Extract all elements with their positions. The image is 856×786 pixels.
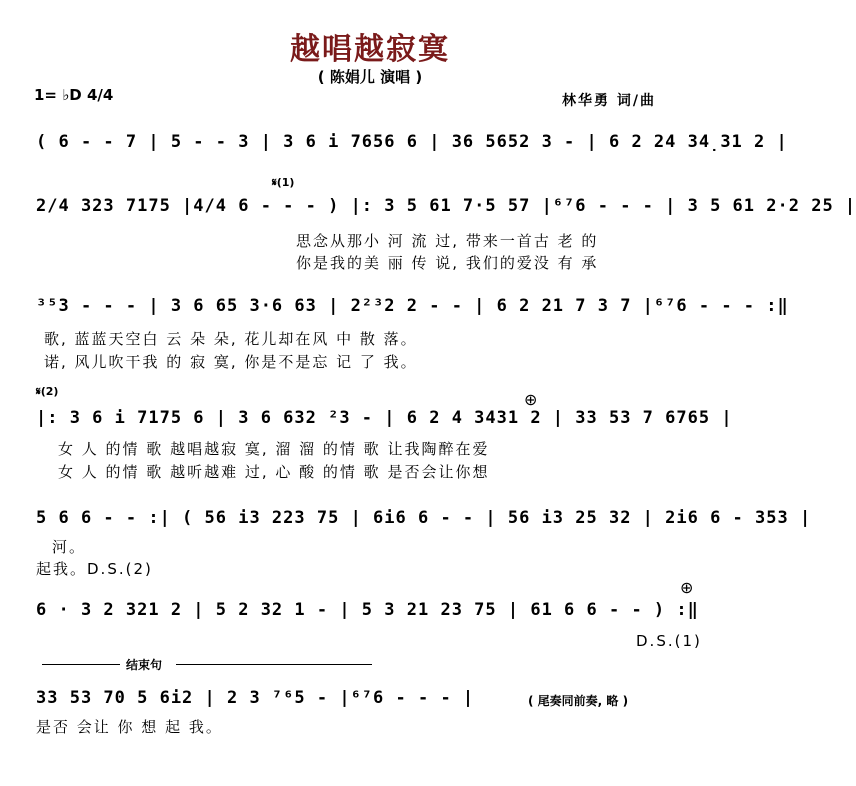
song-title: 越唱越寂寞	[290, 32, 450, 67]
music-row-2: 2/4 323 7175 |4/4 6 - - - ) |: 3 5 61 7·5 57 |⁶⁷6 - - - | 3 5 61 2·2 25 |	[36, 196, 856, 216]
ending-bracket-right	[176, 664, 372, 665]
lyrics-row-2-verse-1: 思念从那小 河 流 过, 带来一首古 老 的	[296, 232, 599, 250]
coda-mark-1: ⊕	[524, 390, 538, 409]
lyrics-row-2-verse-2: 你是我的美 丽 传 说, 我们的爱没 有 承	[296, 254, 599, 272]
singer-credit: ( 陈娟儿 演唱 )	[317, 68, 423, 86]
music-row-6: 6 · 3 2 321 2 | 5 2 32 1 - | 5 3 21 23 75 | 61 6 6 - - ) :‖	[36, 600, 699, 620]
ending-label: 结束句	[126, 658, 163, 672]
key-signature: 1= ♭D 4/4	[34, 86, 114, 104]
music-row-4: |: 3 6 i 7175 6 | 3 6 632 ²3 - | 6 2 4 3431 2 | 33 53 7 6765 |	[36, 408, 733, 428]
lyrics-row-3-verse-2: 诺, 风儿吹干我 的 寂 寞, 你是不是忘 记 了 我。	[44, 353, 418, 371]
lyrics-row-3-verse-1: 歌, 蓝蓝天空白 云 朵 朵, 花儿却在风 中 散 落。	[44, 330, 418, 348]
dal-segno-1: D.S.(1)	[636, 632, 702, 650]
music-row-3: ³⁵3 - - - | 3 6 65 3·6 63 | 2²³2 2 - - | 6 2 21 7 3 7 |⁶⁷6 - - - :‖	[36, 296, 789, 316]
ending-note: ( 尾奏同前奏, 略 )	[528, 694, 629, 708]
segno-marker-2: 𝄋(2)	[36, 385, 59, 398]
music-row-1: ( 6 - - 7 | 5 - - 3 | 3 6 i 7656 6 | 36 5652 3 - | 6 2 24 34̣31 2 |	[36, 132, 788, 152]
lyrics-row-7: 是否 会让 你 想 起 我。	[36, 718, 223, 736]
segno-marker-1: 𝄋(1)	[272, 176, 295, 189]
music-row-5: 5 6 6 - - :| ( 56 i3 223 75 | 6i6 6 - - | 56 i3 25 32 | 2i6 6 - 353 |	[36, 508, 812, 528]
lyrics-row-5-verse-2: 起我。D.S.(2)	[36, 560, 153, 578]
music-row-7: 33 53 70 5 6i2 | 2 3 ⁷⁶5 - |⁶⁷6 - - - |	[36, 688, 475, 708]
coda-mark-2: ⊕	[680, 578, 694, 597]
lyrics-row-4-verse-1: 女 人 的情 歌 越唱越寂 寞, 溜 溜 的情 歌 让我陶醉在爱	[58, 440, 490, 458]
lyrics-row-5-verse-1: 河。	[52, 538, 87, 556]
ending-bracket-left	[42, 664, 120, 665]
lyrics-row-4-verse-2: 女 人 的情 歌 越听越难 过, 心 酸 的情 歌 是否会让你想	[58, 463, 490, 481]
composer-credit: 林华勇 词/曲	[562, 93, 656, 109]
